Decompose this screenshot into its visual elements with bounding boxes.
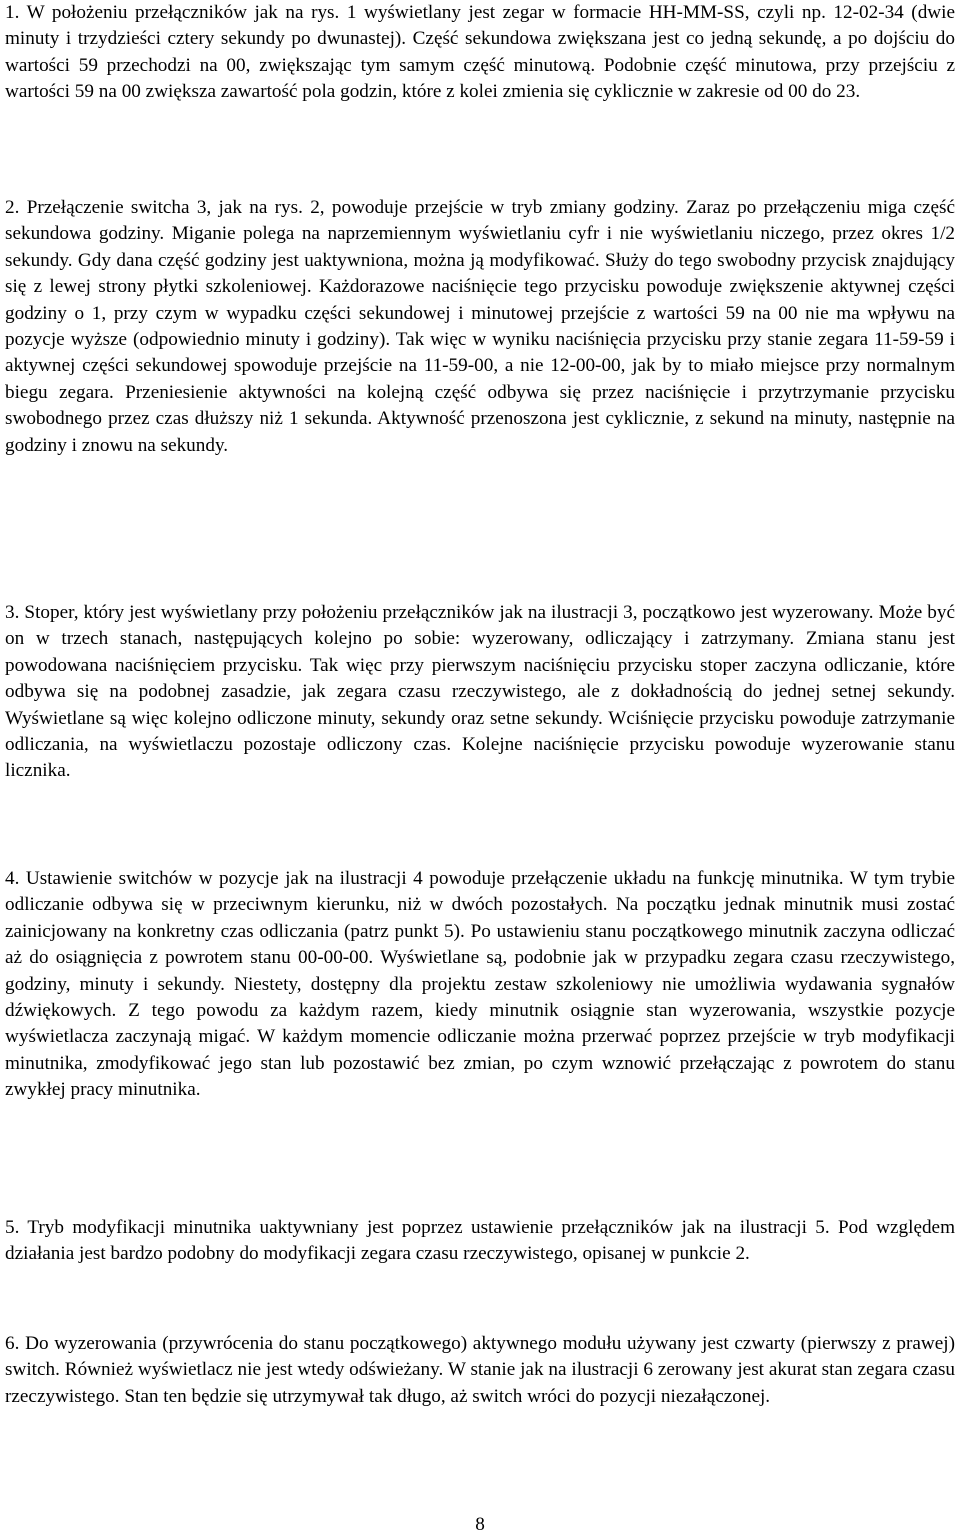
- paragraph-4-timer: 4. Ustawienie switchów w pozycje jak na ilustracji 4 powoduje przełączenie układu na funkcję minutnika. W tym trybie odliczanie odbywa się w przeciwnym kierunku, niż w dwóch pozostałych. Na początku jednak minutnik musi zostać zainicjowany na konkretny czas odliczania (patrz punkt 5). Po ustawieniu stanu początkowego minutnik zaczyna odliczać aż do osiągnięcia z powrotem stanu 00-00-00. Wyświetlane są, podobnie jak w przypadku zegara czasu rzeczywistego, godziny, minuty i sekundy. Niestety, dostępny dla projektu zestaw szkoleniowy nie umożliwia wydawania sygnałów dźwiękowych. Z tego powodu za każdym razem, kiedy minutnik osiągnie stan wyzerowania, wszystkie pozycje wyświetlacza zaczynają migać. W każdym momencie odliczanie można przerwać poprzez przejście w tryb modyfikacji minutnika, zmodyfikować jego stan lub pozostawić bez zmian, po czym wznowić przełączając z powrotem do stanu zwykłej pracy minutnika.: [5, 868, 955, 1101]
- paragraph-5-timer-modification: 5. Tryb modyfikacji minutnika uaktywniany jest poprzez ustawienie przełączników jak na ilustracji 5. Pod względem działania jest bardzo podobny do modyfikacji zegara czasu rzeczywistego, opisanej w punkcie 2.: [5, 1217, 955, 1265]
- page-number: 8: [475, 1514, 485, 1535]
- paragraph-2-time-change-mode: 2. Przełączenie switcha 3, jak na rys. 2, powoduje przejście w tryb zmiany godziny. Zaraz po przełączeniu miga część sekundowa godziny. Miganie polega na naprzemiennym wyświetlaniu cyfr i nie wyświetlaniu niczego, przez okres 1/2 sekundy. Gdy dana część godziny jest uaktywniona, można ją modyfikować. Służy do tego swobodny przycisk znajdujący się z lewej strony płytki szkoleniowej. Każdorazowe naciśnięcie tego przycisku powoduje zwiększenie aktywnej części godziny o 1, przy czym w wypadku części sekundowej i minutowej przejście z wartości 59 na 00 nie ma wpływu na pozycje wyższe (odpowiednio minuty i godziny). Tak więc w wyniku naciśnięcia przycisku przy stanie zegara 11-59-59 i aktywnej części sekundowej spowoduje przejście na 11-59-00, a nie 12-00-00, jak by to miało miejsce przy normalnym biegu zegara. Przeniesienie aktywności na kolejną część odbywa się przez naciśnięcie i przytrzymanie przycisku swobodnego przez czas dłuższy niż 1 sekunda. Aktywność przenoszona jest cyklicznie, z sekund na minuty, następnie na godziny i znowu na sekundy.: [5, 197, 955, 456]
- paragraph-3-stopwatch: 3. Stoper, który jest wyświetlany przy położeniu przełączników jak na ilustracji 3, początkowo jest wyzerowany. Może być on w trzech stanach, następujących kolejno po sobie: wyzerowany, odliczający i zatrzymany. Zmiana stanu jest powodowana naciśnięciem przycisku. Tak więc przy pierwszym naciśnięciu przycisku stoper zaczyna odliczanie, które odbywa się na podobnej zasadzie, jak zegara czasu rzeczywistego, ale z dokładnością do jednej setnej sekundy. Wyświetlane są więc kolejno odliczone minuty, sekundy oraz setne sekundy. Wciśnięcie przycisku powoduje zatrzymanie odliczania, na wyświetlaczu pozostaje odliczony czas. Kolejne naciśnięcie przycisku powoduje wyzerowanie stanu licznika.: [5, 602, 955, 782]
- paragraph-1-clock-format: 1. W położeniu przełączników jak na rys. 1 wyświetlany jest zegar w formacie HH-MM-SS, czyli np. 12-02-34 (dwie minuty i trzydzieści cztery sekundy po dwunastej). Część sekundowa zwiększana jest co jedną sekundę, a po dojściu do wartości 59 przechodzi na 00, zwiększając tym samym część minutową. Podobnie część minutowa, przy przejściu z wartości 59 na 00 zwiększa zawartość pola godzin, które z kolei zmienia się cyklicznie w zakresie od 00 do 23.: [5, 2, 955, 103]
- paragraph-6-reset: 6. Do wyzerowania (przywrócenia do stanu początkowego) aktywnego modułu używany jest czwarty (pierwszy z prawej) switch. Również wyświetlacz nie jest wtedy odświeżany. W stanie jak na ilustracji 6 zerowany jest akurat stan zegara czasu rzeczywistego. Stan ten będzie się utrzymywał tak długo, aż switch wróci do pozycji niezałączonej.: [5, 1333, 955, 1407]
